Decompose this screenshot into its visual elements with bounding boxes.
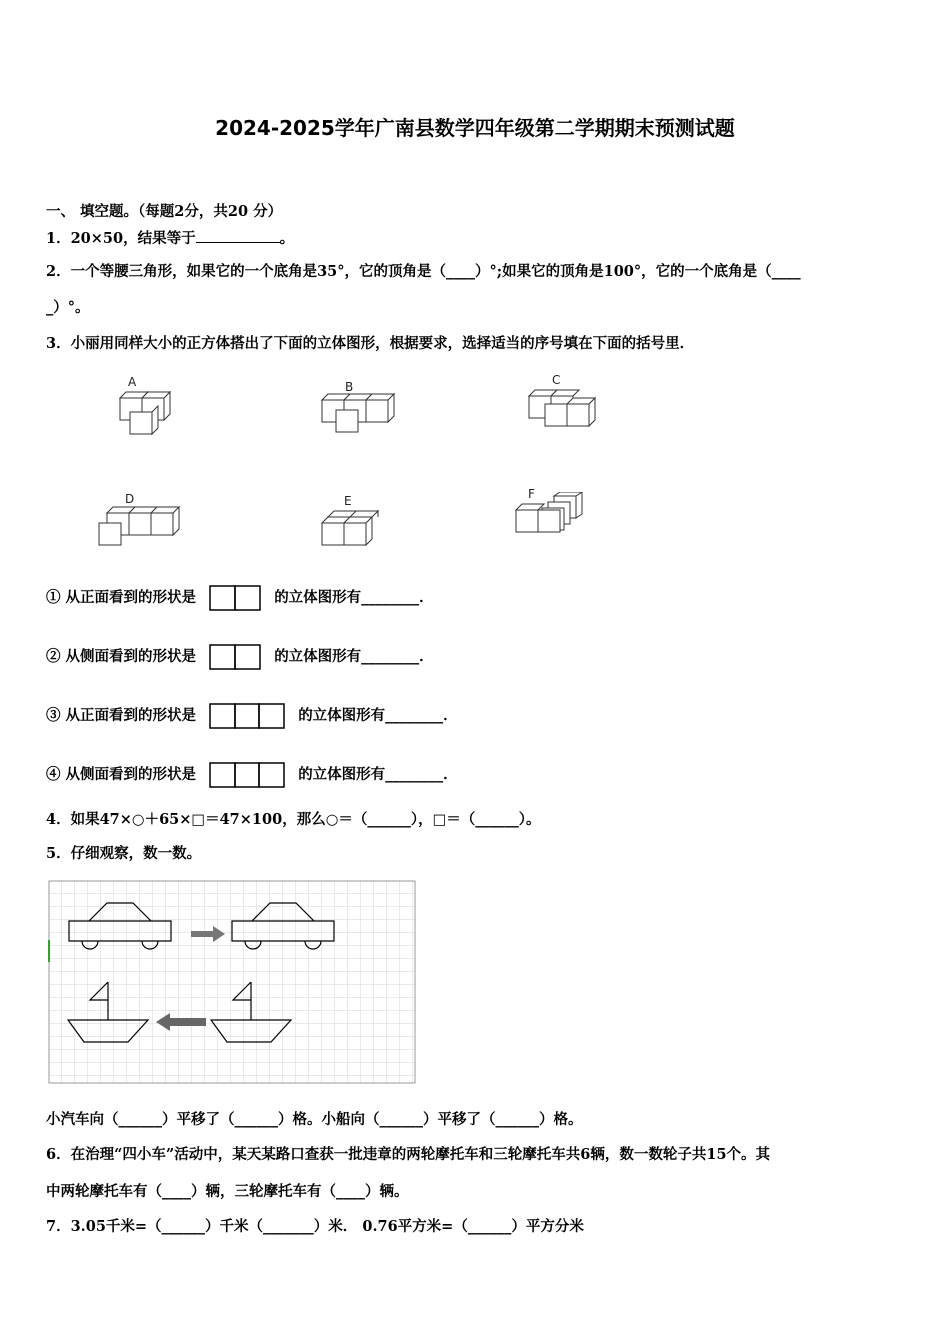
q3-sub-2: [46, 644, 434, 670]
q3-sub-1: [46, 585, 434, 611]
q3-sub-2-suffix: 的立体图形有________．: [274, 648, 434, 665]
cube-label-b: B: [345, 380, 354, 394]
cube-label-c: C: [552, 373, 561, 387]
question-3: 3．小丽用同样大小的正方体搭出了下面的立体图形，根据要求，选择适当的序号填在下面的括号里．: [46, 335, 695, 352]
question-5-answer: 小汽车向（______）平移了（______）格。小船向（______）平移了（______）格。: [46, 1111, 583, 1128]
q3-sub-2-prefix: ② 从侧面看到的形状是: [46, 648, 197, 665]
question-5: 5．仔细观察，数一数。: [46, 845, 202, 862]
q1-suffix: 。: [279, 230, 295, 247]
cube-figure-f: [510, 492, 590, 540]
cube-label-d: D: [125, 492, 135, 506]
cube-figure-d: [95, 505, 185, 550]
question-2-line2: _）°。: [46, 299, 90, 316]
q3-sub-4-prefix: ④ 从侧面看到的形状是: [46, 766, 197, 783]
three-square-shape-icon: [209, 703, 285, 729]
two-square-shape-icon: [209, 644, 261, 670]
question-1: [46, 228, 294, 249]
question-2-line1: 2．一个等腰三角形，如果它的一个底角是35°，它的顶角是（____）°;如果它的顶角是100°，它的一个底角是（____: [46, 263, 801, 280]
q3-sub-4: [46, 762, 458, 788]
cube-figure-a: [115, 388, 185, 438]
three-square-shape-icon: [209, 762, 285, 788]
cube-figure-e: [318, 505, 388, 550]
q3-sub-4-suffix: 的立体图形有________．: [298, 766, 458, 783]
cube-figure-b: [318, 392, 398, 437]
q3-sub-1-suffix: 的立体图形有________．: [274, 589, 434, 606]
q1-blank[interactable]: [196, 228, 280, 243]
q3-sub-3: [46, 703, 458, 729]
question-6-line2: 中两轮摩托车有（____）辆，三轮摩托车有（____）辆。: [46, 1183, 409, 1200]
question-6-line1: 6．在治理“四小车”活动中，某天某路口查获一批违章的两轮摩托车和三轮摩托车共6辆，数一数轮子共15个。其: [46, 1146, 771, 1163]
q1-prefix: 1．20×50，结果等于: [46, 230, 196, 247]
cube-figure-c: [525, 388, 605, 433]
section-heading: 一、 填空题。（每题2分，共20 分）: [46, 203, 283, 220]
two-square-shape-icon: [209, 585, 261, 611]
question-7: 7．3.05千米=（______）千米（_______）米． 0.76平方米=（______）平方分米: [46, 1218, 584, 1235]
cube-label-a: A: [128, 375, 137, 389]
q3-sub-1-prefix: ① 从正面看到的形状是: [46, 589, 197, 606]
translation-grid-figure: [48, 880, 416, 1084]
page-title: 2024-2025学年广南县数学四年级第二学期期末预测试题: [215, 116, 735, 140]
q3-sub-3-prefix: ③ 从正面看到的形状是: [46, 707, 197, 724]
question-4: 4．如果47×○＋65×□＝47×100，那么○＝（______），□＝（______）。: [46, 811, 541, 828]
cube-label-e: E: [344, 494, 352, 508]
cube-label-f: F: [528, 487, 535, 501]
q3-sub-3-suffix: 的立体图形有________．: [298, 707, 458, 724]
